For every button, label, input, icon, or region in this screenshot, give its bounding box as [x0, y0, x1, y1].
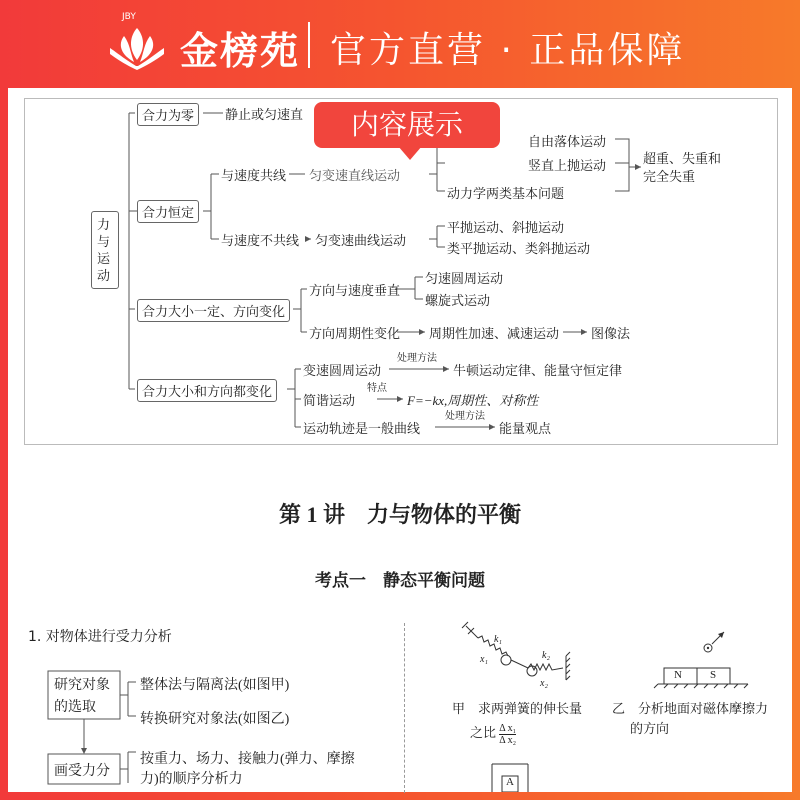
- map-graph-method: 图像法: [591, 326, 631, 341]
- fraction-bottom: Δ x₂: [499, 734, 517, 746]
- selection-box-line1: 研究对象: [54, 678, 110, 693]
- map-varying-circular: 变速圆周运动: [303, 363, 382, 378]
- map-root: 力与运动: [91, 211, 119, 289]
- map-method-label-2: 处理方法: [445, 411, 485, 422]
- content-preview-badge: 内容展示: [314, 102, 500, 148]
- map-method-label-1: 处理方法: [397, 353, 437, 364]
- map-branch-constant: 合力恒定: [137, 200, 199, 223]
- caption-a-ratio: 之比: [470, 725, 497, 740]
- map-periodic-accel: 周期性加速、减速运动: [429, 326, 560, 341]
- map-vertical-throw: 竖直上抛运动: [528, 158, 607, 173]
- transfer-object-method: 转换研究对象法(如图乙): [140, 712, 290, 727]
- fraction-top: Δ x₁: [499, 722, 517, 734]
- caption-a-line2: [470, 722, 516, 746]
- label-k2: k₂: [542, 650, 550, 661]
- header-banner: [0, 0, 800, 88]
- map-branch-direction: 合力大小一定、方向变化: [137, 299, 290, 322]
- map-spiral: 螺旋式运动: [425, 293, 491, 308]
- divider: [308, 22, 310, 68]
- map-overweight-1: 超重、失重和: [643, 151, 722, 166]
- map-hooke: F=−kx,周期性、对称性: [407, 393, 539, 408]
- force-order-line1: 按重力、场力、接触力(弹力、摩擦: [140, 752, 355, 767]
- map-class-projectile: 类平抛运动、类斜抛运动: [447, 241, 591, 256]
- figure-springs: [8, 88, 792, 792]
- map-feature-label: 特点: [367, 383, 387, 394]
- map-free-fall: 自由落体运动: [528, 134, 607, 149]
- map-zero-result: 静止或匀速直: [225, 107, 304, 122]
- map-newton-energy: 牛顿运动定律、能量守恒定律: [453, 363, 623, 378]
- map-branch-varying: 合力大小和方向都变化: [137, 379, 277, 402]
- selection-box-line2: 的选取: [54, 700, 96, 715]
- caption-b-line2: 的方向: [630, 721, 670, 736]
- book-leaf-logo-icon: [100, 18, 174, 70]
- slogan: 官方直营 · 正品保障: [330, 30, 686, 71]
- magnet-n: N: [674, 669, 682, 681]
- force-order-line2: 力)的顺序分析力: [140, 772, 243, 787]
- label-k1: k₁: [494, 634, 502, 645]
- caption-b-line1: 乙 分析地面对磁体摩擦力: [612, 701, 769, 716]
- map-dynamics-problems: 动力学两类基本问题: [447, 186, 565, 201]
- subsection-heading: 1. 对物体进行受力分析: [28, 629, 172, 645]
- map-overweight-2: 完全失重: [643, 169, 696, 184]
- logo-subtext: JBY: [122, 12, 136, 22]
- map-periodic: 方向周期性变化: [309, 326, 401, 341]
- map-harmonic: 简谐运动: [303, 393, 356, 408]
- lesson-title: 第 1 讲 力与物体的平衡: [278, 502, 521, 527]
- map-collinear: 与速度共线: [221, 168, 287, 183]
- map-noncollinear: 与速度不共线: [221, 233, 300, 248]
- map-collinear-result: 匀变速直线运动: [309, 168, 401, 183]
- block-a-label: A: [506, 776, 514, 788]
- label-x2: x₂: [540, 678, 548, 689]
- brand-name: 金榜苑: [180, 29, 301, 73]
- map-general-curve: 运动轨迹是一般曲线: [303, 421, 421, 436]
- ratio-fraction: [499, 723, 516, 746]
- map-noncollinear-result: 匀变速曲线运动: [315, 233, 407, 248]
- draw-forces-box: 画受力分: [54, 764, 110, 779]
- caption-a-line1: 甲 求两弹簧的伸长量: [452, 701, 583, 716]
- map-circular: 匀速圆周运动: [425, 271, 504, 286]
- map-projectile: 平抛运动、斜抛运动: [447, 220, 565, 235]
- map-perpendicular: 方向与速度垂直: [309, 283, 401, 298]
- document-page: [8, 88, 792, 792]
- whole-isolation-method: 整体法与隔离法(如图甲): [140, 678, 290, 693]
- section-title: 考点一 静态平衡问题: [315, 571, 485, 591]
- label-x1: x₁: [480, 654, 488, 665]
- map-branch-zero: 合力为零: [137, 103, 199, 126]
- magnet-s: S: [710, 669, 717, 681]
- map-energy-view: 能量观点: [499, 421, 552, 436]
